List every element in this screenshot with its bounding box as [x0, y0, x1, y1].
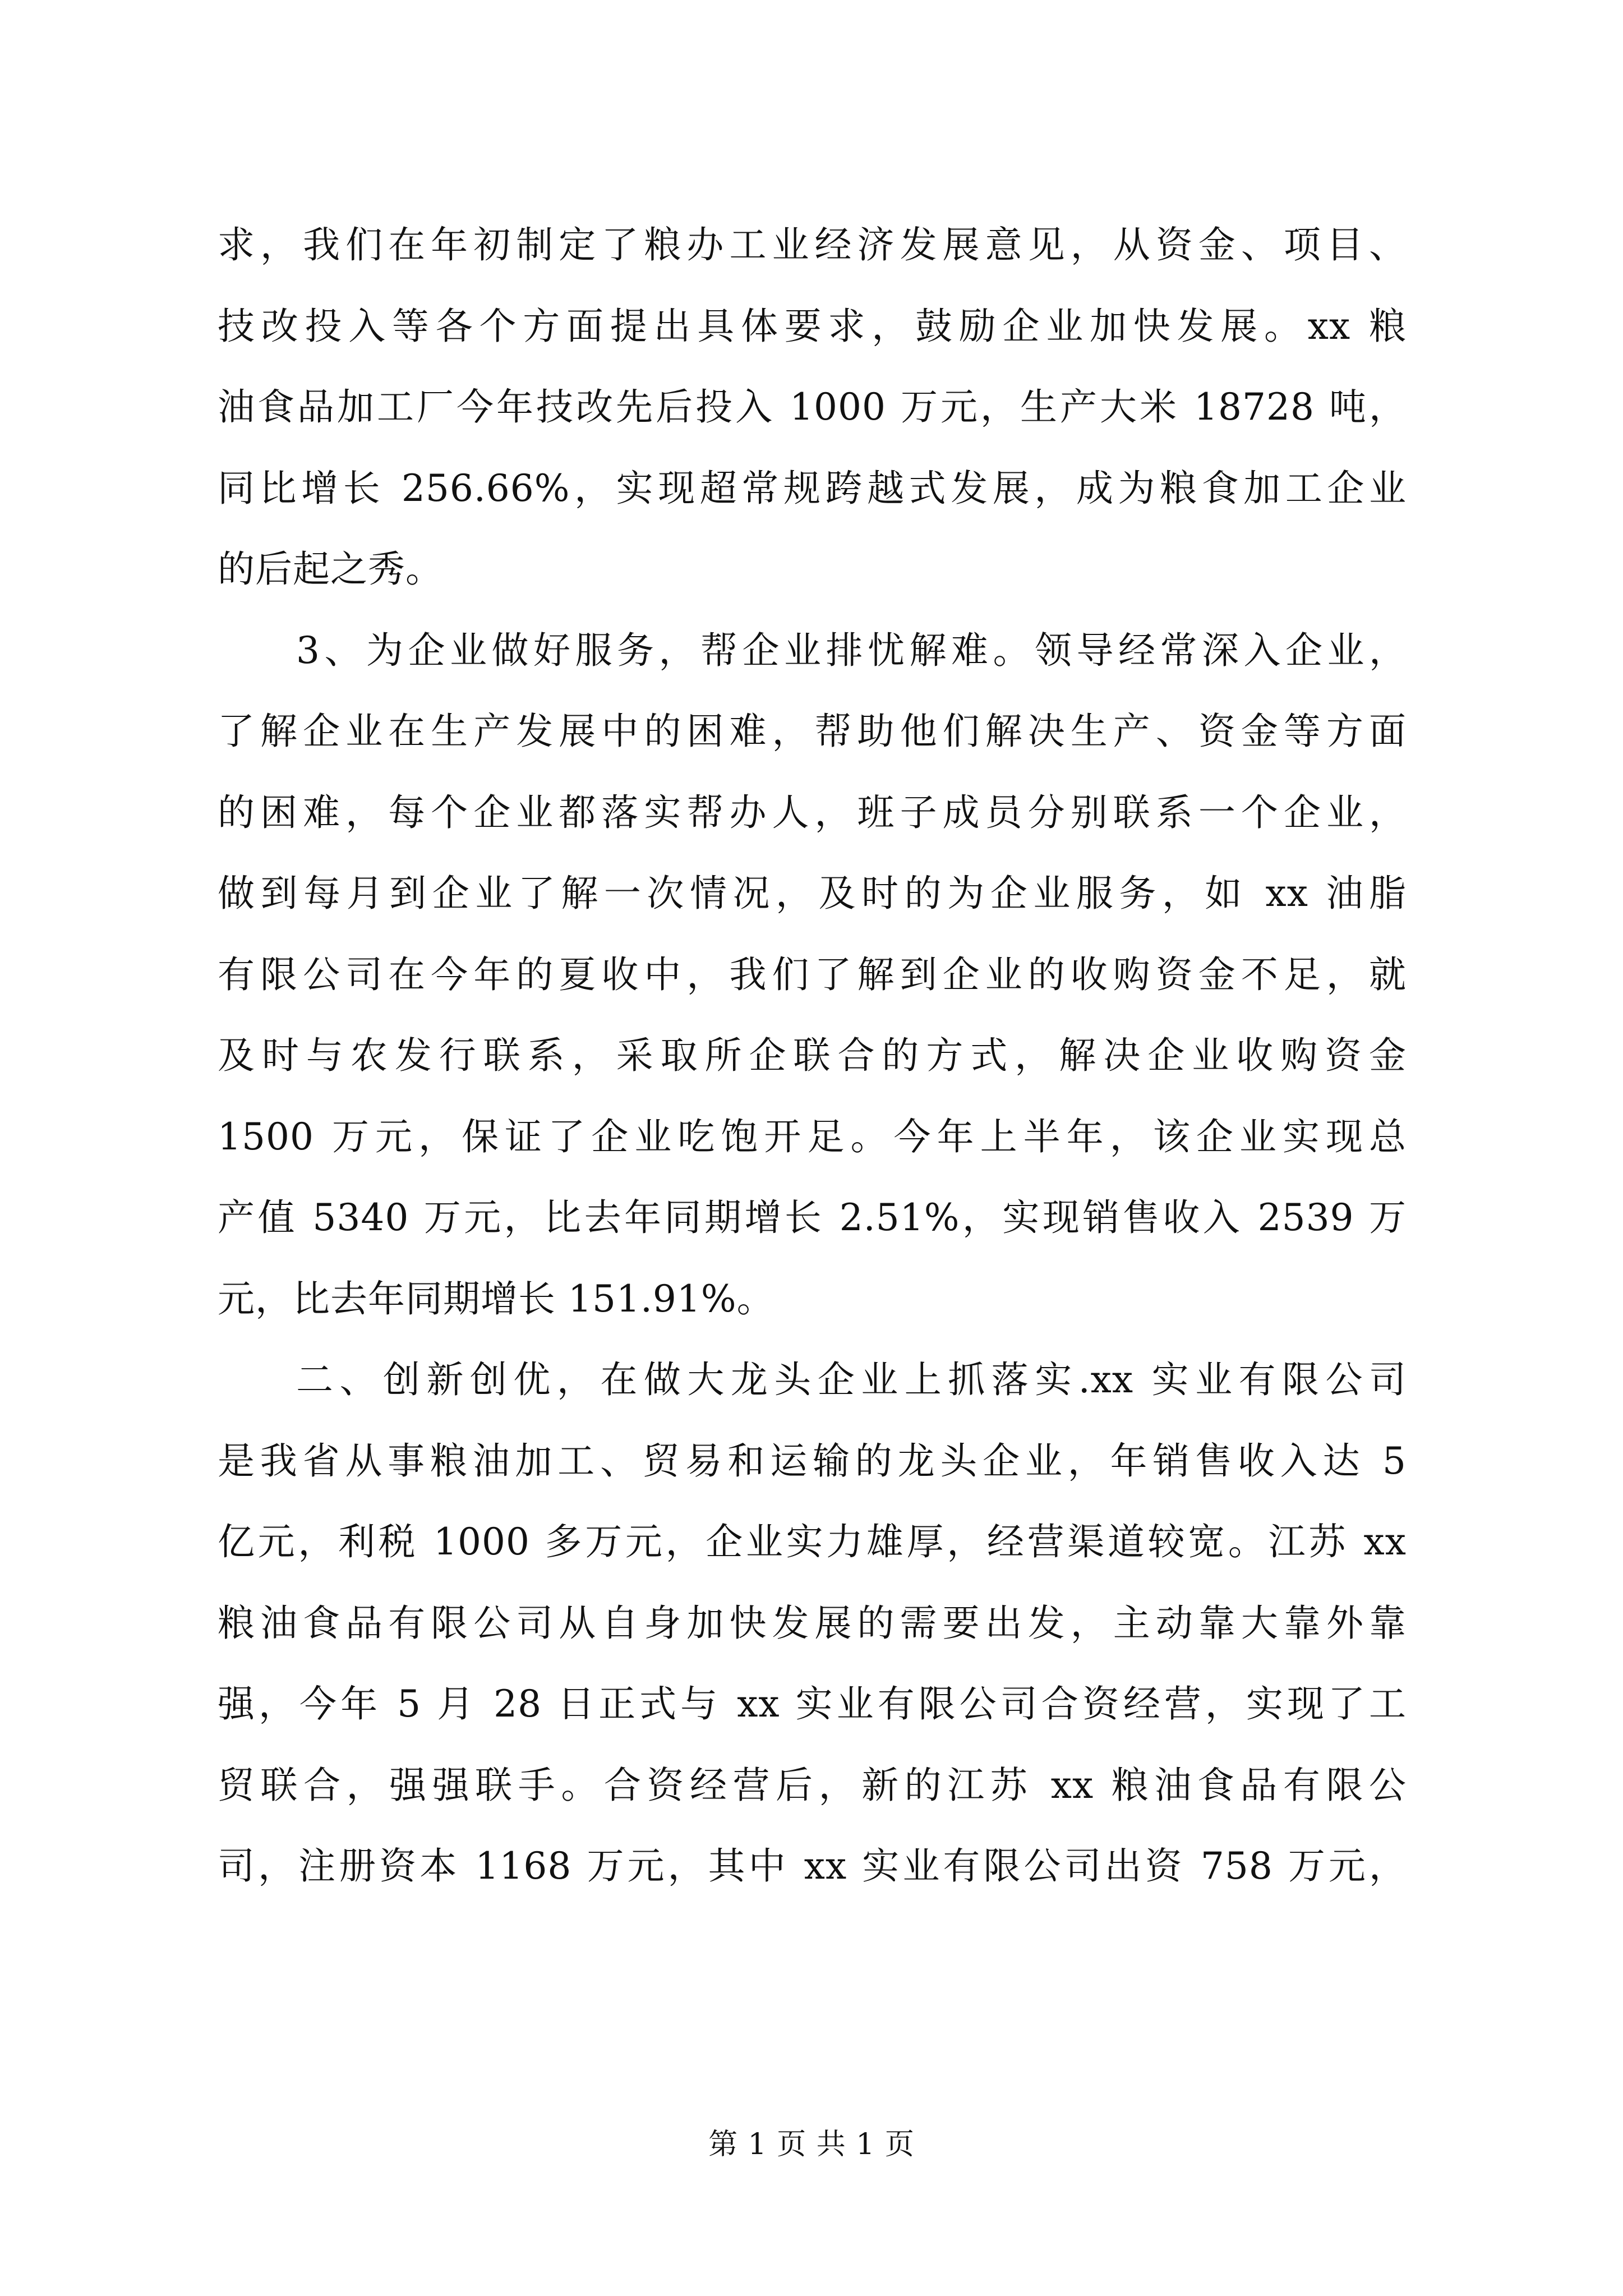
- text-line: 1500 万元，保证了企业吃饱开足。今年上半年，该企业实现总: [218, 1115, 1407, 1158]
- paragraph-first-line: 3、为企业做好服务，帮企业排忧解难。领导经常深入企业，: [296, 628, 1407, 672]
- paragraph-first-line: 二、创新创优，在做大龙头企业上抓落实.xx 实业有限公司: [296, 1358, 1407, 1401]
- text-line: 的后起之秀。: [218, 547, 443, 591]
- text-line: 粮油食品有限公司从自身加快发展的需要出发，主动靠大靠外靠: [218, 1601, 1407, 1645]
- text-line: 是我省从事粮油加工、贸易和运输的龙头企业，年销售收入达 5: [218, 1439, 1407, 1483]
- text-line: 的困难，每个企业都落实帮办人，班子成员分别联系一个企业，: [218, 790, 1407, 834]
- text-line: 做到每月到企业了解一次情况，及时的为企业服务，如 xx 油脂: [218, 872, 1407, 915]
- text-line: 产值 5340 万元，比去年同期增长 2.51%，实现销售收入 2539 万: [218, 1196, 1407, 1239]
- text-line: 司，注册资本 1168 万元，其中 xx 实业有限公司出资 758 万元，: [218, 1844, 1407, 1888]
- page-footer: 第 1 页 共 1 页: [708, 2128, 915, 2161]
- text-line: 油食品加工厂今年技改先后投入 1000 万元，生产大米 18728 吨，: [218, 385, 1407, 429]
- text-line: 及时与农发行联系，采取所企联合的方式，解决企业收购资金: [218, 1034, 1407, 1077]
- text-line: 求，我们在年初制定了粮办工业经济发展意见，从资金、项目、: [218, 223, 1407, 266]
- text-line: 元，比去年同期增长 151.91%。: [218, 1277, 774, 1320]
- text-line: 亿元，利税 1000 多万元，企业实力雄厚，经营渠道较宽。江苏 xx: [218, 1520, 1407, 1563]
- text-line: 贸联合，强强联手。合资经营后，新的江苏 xx 粮油食品有限公: [218, 1763, 1407, 1807]
- text-line: 同比增长 256.66%，实现超常规跨越式发展，成为粮食加工企业: [218, 466, 1407, 510]
- document-body: [218, 205, 1407, 1907]
- text-line: 了解企业在生产发展中的困难，帮助他们解决生产、资金等方面: [218, 710, 1407, 753]
- text-line: 强，今年 5 月 28 日正式与 xx 实业有限公司合资经营，实现了工: [218, 1682, 1407, 1726]
- text-line: 技改投入等各个方面提出具体要求，鼓励企业加快发展。xx 粮: [218, 304, 1407, 348]
- text-line: 有限公司在今年的夏收中，我们了解到企业的收购资金不足，就: [218, 953, 1407, 996]
